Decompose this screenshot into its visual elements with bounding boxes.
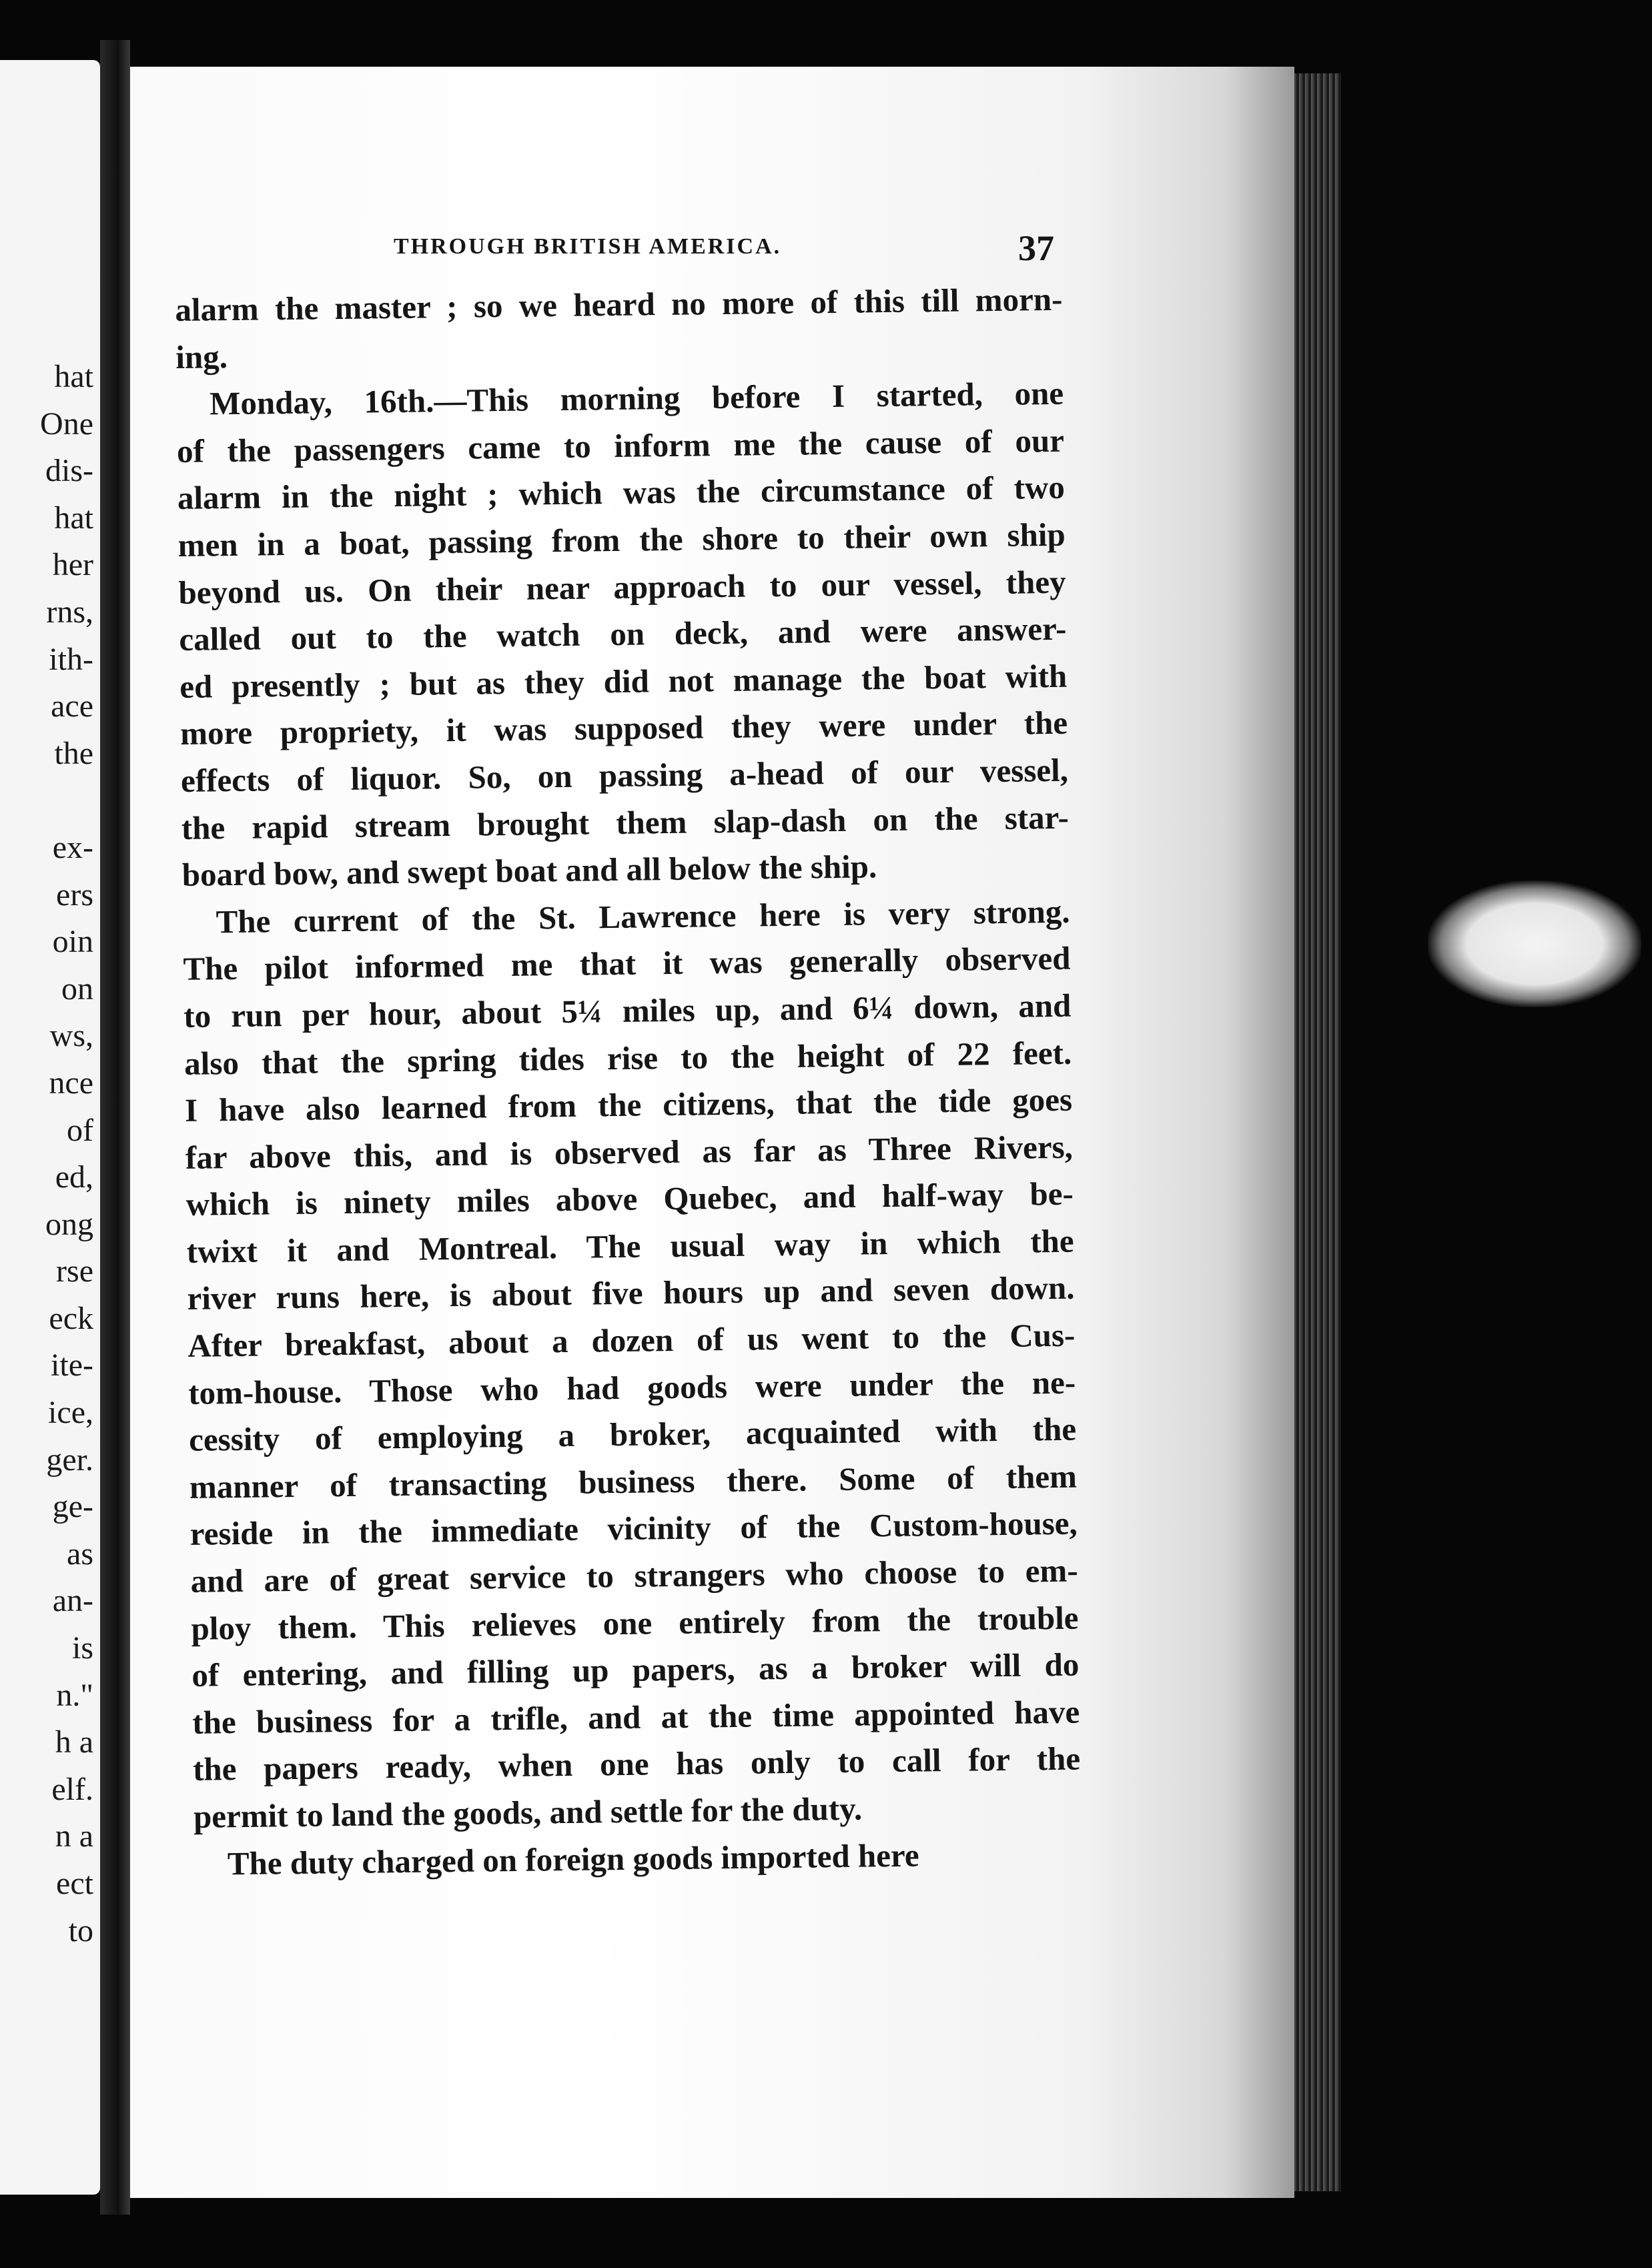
text-line: Monday, 16th.—This morning before I started, one	[209, 374, 1064, 422]
text-line: far above this, and is observed as far as Three Rivers,	[185, 1128, 1074, 1176]
text-line: more propriety, it was supposed they were under the	[179, 704, 1068, 752]
previous-page-line: hat	[54, 359, 93, 394]
text-line: and are of great service to strangers who choose to em-	[190, 1552, 1078, 1600]
previous-page-line: n."	[56, 1677, 93, 1713]
previous-page-line: her	[52, 547, 93, 583]
text-line: men in a boat, passing from the shore to their own ship	[177, 516, 1066, 564]
text-line: to run per hour, about 5¼ miles up, and 6¼ down, and	[183, 987, 1072, 1035]
text-line: The current of the St. Lawrence here is very strong.	[216, 893, 1070, 941]
previous-page-line: eck	[49, 1300, 93, 1336]
text-line: the papers ready, when one has only to call for the	[192, 1740, 1081, 1788]
previous-page-line: ex-	[52, 829, 93, 865]
previous-page-line: the	[54, 735, 93, 771]
text-line: ploy them. This relieves one entirely from the trouble	[191, 1599, 1079, 1647]
previous-page-line: ith-	[49, 641, 93, 677]
text-line: effects of liquor. So, on passing a-head of our vessel,	[180, 751, 1069, 799]
previous-page-line: nce	[49, 1065, 93, 1101]
text-line: also that the spring tides rise to the height of 22 feet.	[183, 1034, 1072, 1082]
text-line: cessity of employing a broker, acquainted with the	[188, 1410, 1077, 1459]
text-line: river runs here, is about five hours up and seven down.	[187, 1269, 1075, 1317]
text-line: permit to land the goods, and settle for the duty.	[193, 1790, 863, 1835]
previous-page-line: ger.	[46, 1442, 93, 1478]
previous-page-line: of	[67, 1112, 93, 1148]
book-gutter	[100, 40, 130, 2215]
previous-page-line: an-	[52, 1583, 93, 1619]
text-line: The pilot informed me that it was generally observed	[183, 939, 1071, 988]
page-number: 37	[1018, 228, 1054, 268]
text-line: ing.	[175, 338, 228, 376]
text-line: manner of transacting business there. Some of them	[189, 1458, 1078, 1506]
previous-page-line: on	[61, 971, 93, 1007]
text-line: After breakfast, about a dozen of us went to the Cus-	[187, 1316, 1076, 1364]
previous-page-line: n a	[55, 1818, 93, 1854]
text-line: alarm in the night ; which was the circumstance of two	[177, 469, 1066, 517]
previous-page-line: dis-	[45, 453, 93, 489]
text-line: I have also learned from the citizens, that the tide goes	[184, 1081, 1073, 1129]
text-line: the rapid stream brought them slap-dash on the star-	[181, 798, 1070, 846]
text-line: ed presently ; but as they did not manage the boat with	[179, 657, 1068, 705]
previous-page-line: h a	[55, 1724, 93, 1760]
previous-page-line: ed,	[55, 1159, 93, 1195]
previous-page-line: One	[40, 406, 93, 442]
previous-page-line	[0, 777, 93, 824]
text-line: alarm the master ; so we heard no more of this till morn-	[175, 280, 1063, 328]
text-line: beyond us. On their near approach to our vessel, they	[178, 563, 1066, 611]
page-block-edge	[1294, 73, 1341, 2191]
text-line: twixt it and Montreal. The usual way in which the	[186, 1222, 1074, 1270]
page-header	[394, 229, 1054, 275]
text-line: reside in the immediate vicinity of the Custom-house,	[189, 1505, 1078, 1553]
text-line: The duty charged on foreign goods imported here	[227, 1836, 919, 1882]
body-text	[175, 276, 1082, 1901]
previous-page-line: elf.	[51, 1771, 93, 1807]
text-line: called out to the watch on deck, and were answer-	[179, 610, 1067, 658]
previous-page-line-ends	[0, 354, 93, 1961]
previous-page-line: ect	[56, 1866, 93, 1901]
previous-page-line: ace	[51, 688, 93, 724]
previous-page-line: oin	[52, 924, 93, 960]
scan-blemish	[1428, 881, 1641, 1007]
previous-page-line: is	[71, 1630, 93, 1666]
text-line: of the passengers came to inform me the cause of our	[176, 422, 1065, 470]
previous-page-line: as	[67, 1536, 93, 1572]
previous-page-line: ice,	[48, 1395, 93, 1431]
previous-page-line: ws,	[49, 1018, 93, 1054]
text-line: tom-house. Those who had goods were under the ne-	[187, 1363, 1076, 1411]
previous-page-line: to	[68, 1912, 93, 1948]
text-line: of entering, and filling up papers, as a broker will do	[191, 1646, 1080, 1694]
previous-page-line: hat	[54, 500, 93, 536]
previous-page-line: ge-	[52, 1489, 93, 1525]
running-head: THROUGH BRITISH AMERICA.	[394, 234, 782, 259]
text-line: which is ninety miles above Quebec, and half-way be-	[185, 1175, 1074, 1223]
previous-page-line: ong	[45, 1206, 93, 1242]
text-line: board bow, and swept boat and all below the ship.	[181, 848, 877, 894]
previous-page-line: ers	[56, 877, 93, 913]
text-line: the business for a trifle, and at the time appointed have	[191, 1693, 1080, 1741]
previous-page-line: rse	[56, 1253, 93, 1289]
previous-page-line: rns,	[46, 594, 93, 630]
previous-page-fragment	[0, 60, 100, 2195]
previous-page-line: ite-	[51, 1347, 93, 1383]
